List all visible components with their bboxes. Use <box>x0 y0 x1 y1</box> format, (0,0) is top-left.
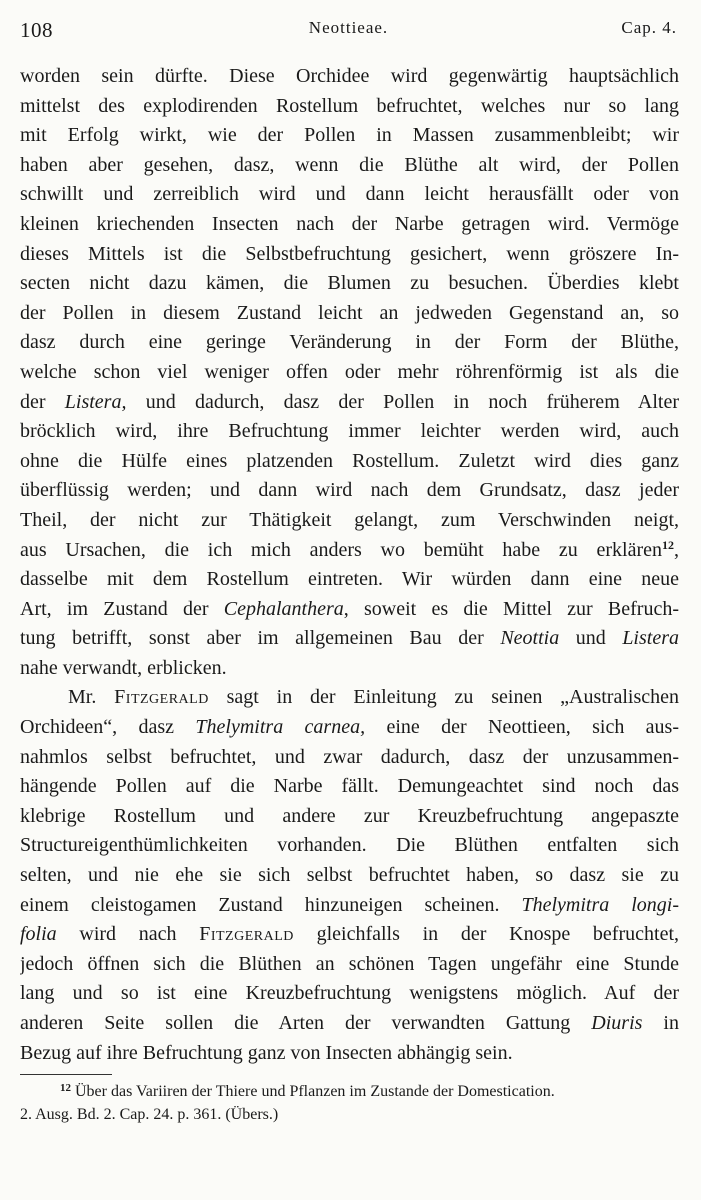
text-line: Theil, der nicht zur Thätigkeit gelangt, zum Verschwinden neigt, <box>20 508 679 531</box>
text-line: aus Ursachen, die ich mich anders wo bemüht habe zu erklären$^{12}$, <box>20 537 679 561</box>
footnote-marker: 12 <box>60 1082 71 1094</box>
page-header <box>20 18 677 46</box>
text-line: kleinen kriechenden Insecten nach der Narbe getragen wird. Vermöge <box>20 212 679 235</box>
page-number: 108 <box>20 18 53 42</box>
text-line: nahe verwandt, erblicken. <box>20 656 227 679</box>
text-line: Structureigenthümlichkeiten vorhanden. Die Blüthen entfalten sich <box>20 834 679 857</box>
footnote-line: 2. Ausg. Bd. 2. Cap. 24. p. 361. (Übers.) <box>20 1106 279 1123</box>
text-line: Bezug auf ihre Befruchtung ganz von Insecten abhängig sein. <box>20 1041 513 1064</box>
text-line: nahmlos selbst befruchtet, und zwar dadurch, dasz der unzusammen- <box>20 745 679 768</box>
text-line: dasz durch eine geringe Veränderung in der Form der Blüthe, <box>20 331 679 354</box>
text-line: klebrige Rostellum und andere zur Kreuzbefruchtung angepaszte <box>20 804 679 827</box>
text-line: folia wird nach Fitzgerald gleichfalls in der Knospe befruchtet, <box>20 923 679 946</box>
text-line: tung betrifft, sonst aber im allgemeinen Bau der Neottia und Listera <box>20 627 679 650</box>
text-line: bröcklich wird, ihre Befruchtung immer leichter werden wird, auch <box>20 420 679 443</box>
footnote-line <box>20 1080 679 1103</box>
text-line: ohne die Hülfe eines platzenden Rostellum. Zuletzt wird dies ganz <box>20 449 679 472</box>
text-line: worden sein dürfte. Diese Orchidee wird gegenwärtig hauptsächlich <box>20 65 679 87</box>
text-line: überflüssig werden; und dann wird nach dem Grundsatz, dasz jeder <box>20 479 679 502</box>
text-line: dasselbe mit dem Rostellum eintreten. Wir würden dann eine neue <box>20 568 679 591</box>
text-line: welche schon viel weniger offen oder mehr röhrenförmig ist als die <box>20 360 679 383</box>
text-line: mit Erfolg wirkt, wie der Pollen in Massen zusammenbleibt; wir <box>20 124 679 147</box>
text-line: Orchideen“, dasz Thelymitra carnea, eine der Neottieen, sich aus- <box>20 716 679 739</box>
footnote-reference: 12 <box>662 537 674 552</box>
text-line: mittelst des explodirenden Rostellum befruchtet, welches nur so lang <box>20 94 679 117</box>
text-line: einem cleistogamen Zustand hinzuneigen scheinen. Thelymitra longi- <box>20 893 679 916</box>
body-text <box>20 62 679 1068</box>
text-line: hängende Pollen auf die Narbe fällt. Demungeachtet sind noch das <box>20 775 679 798</box>
footnote-text: Über das Variiren der Thiere und Pflanzen im Zustande der Domestication. <box>71 1083 555 1100</box>
text-line: lang und so ist eine Kreuzbefruchtung wenigstens möglich. Auf der <box>20 982 679 1005</box>
text-line: selten, und nie ehe sie sich selbst befruchtet haben, so dasz sie zu <box>20 864 679 887</box>
text-line: secten nicht dazu kämen, die Blumen zu besuchen. Überdies klebt <box>20 272 679 295</box>
text-line: schwillt und zerreiblich wird und dann leicht herausfällt oder von <box>20 183 679 206</box>
text-line: der Listera, und dadurch, dasz der Pollen in noch früherem Alter <box>20 390 679 413</box>
text-line: Art, im Zustand der Cephalanthera, soweit es die Mittel zur Befruch- <box>20 597 679 620</box>
text-line: der Pollen in diesem Zustand leicht an jedweden Gegenstand an, so <box>20 301 679 324</box>
text-line: dieses Mittels ist die Selbstbefruchtung gesichert, wenn gröszere In- <box>20 242 679 265</box>
footnote-rule <box>20 1074 112 1075</box>
chapter-label: Cap. 4. <box>621 18 677 37</box>
text-line: jedoch öffnen sich die Blüthen an schönen Tagen ungefähr eine Stunde <box>20 952 679 975</box>
text-line: haben aber gesehen, dasz, wenn die Blüthe alt wird, der Pollen <box>20 153 679 176</box>
text-line: anderen Seite sollen die Arten der verwandten Gattung Diuris in <box>20 1012 679 1034</box>
running-title: Neottieae. <box>308 18 389 37</box>
footnote <box>20 1080 679 1126</box>
text-line: Mr. Fitzgerald sagt in der Einleitung zu seinen „Australischen <box>68 686 679 709</box>
